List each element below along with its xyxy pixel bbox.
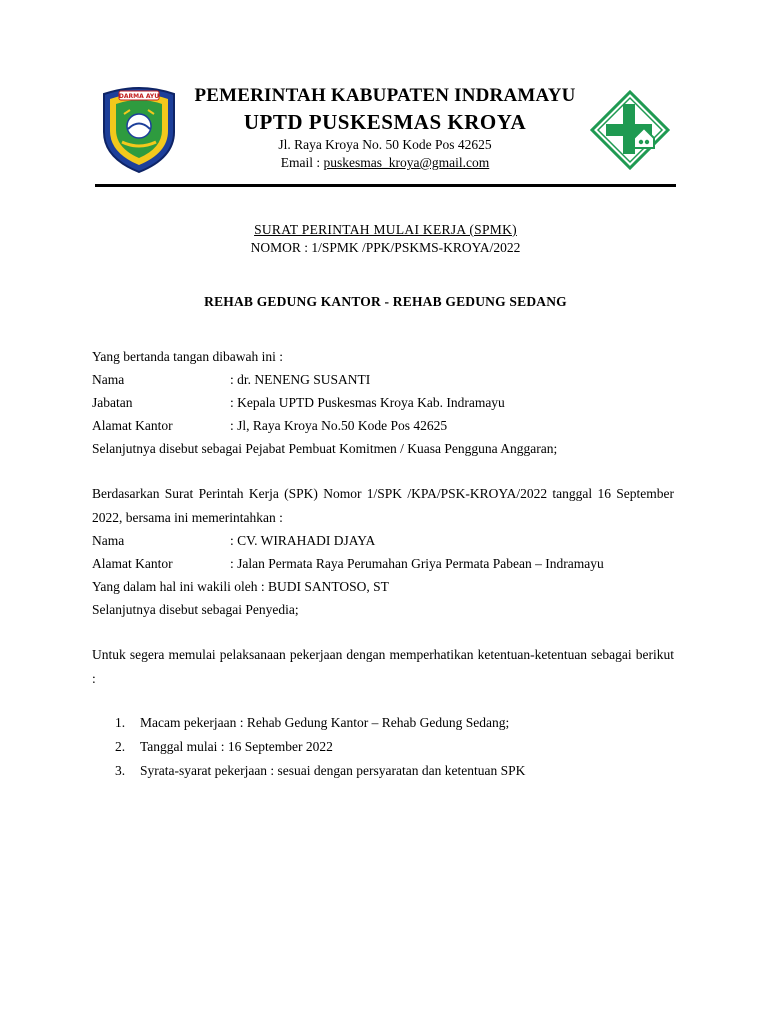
government-name: PEMERINTAH KABUPATEN INDRAMAYU bbox=[194, 85, 576, 106]
first-party-field bbox=[92, 417, 447, 435]
email-link[interactable]: puskesmas_kroya@gmail.com bbox=[323, 155, 490, 170]
list-item: Tanggal mulai : 16 September 2022 bbox=[140, 739, 333, 754]
field-label: Nama bbox=[92, 372, 125, 387]
institution-address: Jl. Raya Kroya No. 50 Kode Pos 42625 bbox=[278, 137, 492, 152]
first-party-intro: Yang bertanda tangan dibawah ini : bbox=[92, 349, 283, 364]
document-subject: REHAB GEDUNG KANTOR - REHAB GEDUNG SEDANG bbox=[204, 294, 567, 309]
field-label: Alamat Kantor bbox=[92, 418, 173, 433]
letterhead-divider bbox=[95, 184, 676, 187]
list-item-number: 2. bbox=[115, 739, 126, 754]
second-party-field bbox=[92, 532, 375, 550]
first-party-closing: Selanjutnya disebut sebagai Pejabat Pembuat Komitmen / Kuasa Pengguna Anggaran; bbox=[92, 441, 558, 456]
letterhead bbox=[190, 84, 580, 172]
second-party-closing: Selanjutnya disebut sebagai Penyedia; bbox=[92, 602, 299, 617]
indramayu-emblem-icon bbox=[98, 84, 180, 174]
field-value: : Jl, Raya Kroya No.50 Kode Pos 42625 bbox=[230, 418, 448, 433]
field-value: : Kepala UPTD Puskesmas Kroya Kab. Indramayu bbox=[230, 395, 505, 410]
field-label: Alamat Kantor bbox=[92, 556, 173, 571]
institution-email-line bbox=[190, 154, 580, 172]
second-party-field bbox=[92, 555, 604, 573]
second-party-represented: Yang dalam hal ini wakili oleh : BUDI SANTOSO, ST bbox=[92, 579, 389, 594]
list-item: Macam pekerjaan : Rehab Gedung Kantor – Rehab Gedung Sedang; bbox=[140, 715, 510, 730]
list-item-number: 1. bbox=[115, 715, 126, 730]
field-value: : CV. WIRAHADI DJAYA bbox=[230, 533, 376, 548]
email-label: Email : bbox=[280, 155, 324, 170]
first-party-field bbox=[92, 394, 505, 412]
first-party-field bbox=[92, 371, 370, 389]
field-value: : Jalan Permata Raya Perumahan Griya Permata Pabean – Indramayu bbox=[230, 556, 604, 571]
second-party-intro: Berdasarkan Surat Perintah Kerja (SPK) Nomor 1/SPK /KPA/PSK-KROYA/2022 tanggal 16 September 2022, bersama ini memerintahkan : bbox=[92, 486, 674, 525]
instructions-intro: Untuk segera memulai pelaksanaan pekerjaan dengan memperhatikan ketentuan-ketentuan sebagai berikut : bbox=[92, 647, 674, 686]
document-title: SURAT PERINTAH MULAI KERJA (SPMK) bbox=[254, 222, 517, 237]
puskesmas-logo-icon bbox=[590, 90, 670, 170]
list-item-number: 3. bbox=[115, 763, 126, 778]
field-label: Nama bbox=[92, 533, 125, 548]
document-number: NOMOR : 1/SPMK /PPK/PSKMS-KROYA/2022 bbox=[250, 240, 521, 255]
emblem-motto: DARMA AYU bbox=[118, 93, 160, 100]
field-value: : dr. NENENG SUSANTI bbox=[230, 372, 371, 387]
field-label: Jabatan bbox=[92, 395, 133, 410]
list-item: Syrata-syarat pekerjaan : sesuai dengan persyaratan dan ketentuan SPK bbox=[140, 763, 526, 778]
institution-name: UPTD PUSKESMAS KROYA bbox=[243, 110, 527, 134]
